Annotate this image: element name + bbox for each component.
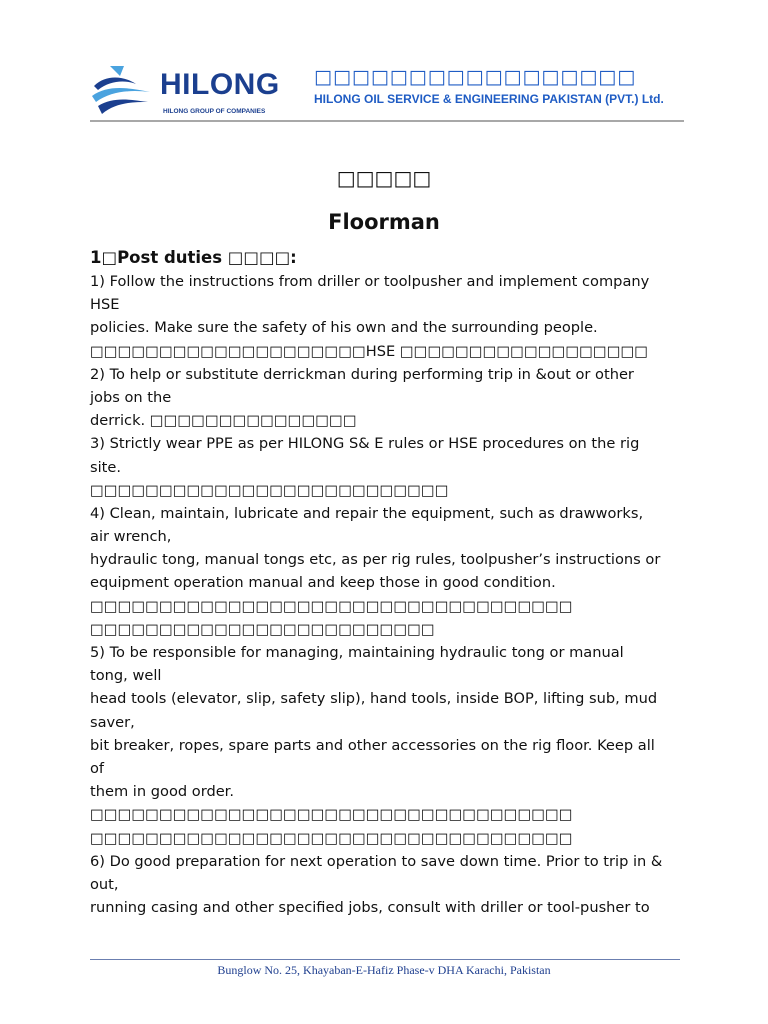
text-line: 6) Do good preparation for next operation to save down time. Prior to trip in & (90, 852, 663, 870)
text-line: of (90, 759, 105, 777)
text-line: 4) Clean, maintain, lubricate and repair the equipment, such as drawworks, (90, 504, 644, 522)
text-line: □□□□□□□□□□□□□□□□□□□□□□□□□□□□□□□□□□□ (90, 806, 573, 824)
header-divider (90, 120, 684, 122)
company-name-cn: □□□□□□□□□□□□□□□□□ (314, 66, 637, 88)
text-line: 2) To help or substitute derrickman during performing trip in &out or other (90, 365, 634, 383)
footer-address: Bunglow No. 25, Khayaban-E-Hafiz Phase-v DHA Karachi, Pakistan (217, 963, 551, 977)
text-line: □□□□□□□□□□□□□□□□□□□□□□□□□□□□□□□□□□□ (90, 597, 573, 615)
section-heading: 1□Post duties □□□□: (90, 248, 297, 267)
text-line: 1) Follow the instructions from driller or toolpusher and implement company (90, 273, 650, 290)
text-line: derrick. □□□□□□□□□□□□□□□ (90, 412, 357, 430)
footer-divider (90, 959, 680, 960)
text-line: out, (90, 875, 119, 893)
logo-subtext: HILONG GROUP OF COMPANIES (163, 108, 266, 115)
text-line: site. (90, 458, 121, 476)
text-line: running casing and other specified jobs, consult with driller or tool-pusher to (90, 899, 650, 917)
hilong-logo (90, 62, 300, 120)
text-line: □□□□□□□□□□□□□□□□□□□□□□□□□□□□□□□□□□□ (90, 829, 573, 847)
text-line: □□□□□□□□□□□□□□□□□□□□HSE □□□□□□□□□□□□□□□□□□ (90, 342, 649, 360)
text-line: head tools (elevator, slip, safety slip), hand tools, inside BOP, lifting sub, mud (90, 690, 658, 708)
text-line: 3) Strictly wear PPE as per HILONG S& E rules or HSE procedures on the rig (90, 435, 640, 453)
wave-icon (90, 62, 156, 118)
text-line: air wrench, (90, 528, 172, 546)
duties-text (90, 270, 690, 919)
text-line: equipment operation manual and keep those in good condition. (90, 574, 556, 592)
letterhead (90, 62, 684, 122)
logo-wordmark: HILONG (160, 68, 280, 101)
text-line: bit breaker, ropes, spare parts and other accessories on the rig floor. Keep all (90, 736, 655, 754)
text-line: saver, (90, 713, 135, 731)
text-line: policies. Make sure the safety of his own and the surrounding people. (90, 319, 598, 337)
text-line: hydraulic tong, manual tongs etc, as per rig rules, toolpusher’s instructions or (90, 551, 661, 569)
text-line: 5) To be responsible for managing, maintaining hydraulic tong or manual (90, 644, 624, 661)
text-line: □□□□□□□□□□□□□□□□□□□□□□□□□□ (90, 481, 449, 499)
text-line: tong, well (90, 667, 162, 685)
text-line: □□□□□□□□□□□□□□□□□□□□□□□□□ (90, 620, 435, 638)
company-name-en: HILONG OIL SERVICE & ENGINEERING PAKISTAN (PVT.) Ltd. (314, 92, 664, 106)
page-title-cn: □□□□□ (336, 166, 432, 190)
text-line: HSE (90, 296, 120, 314)
page-title: Floorman (328, 210, 440, 234)
text-line: them in good order. (90, 783, 234, 801)
text-line: jobs on the (90, 388, 172, 406)
